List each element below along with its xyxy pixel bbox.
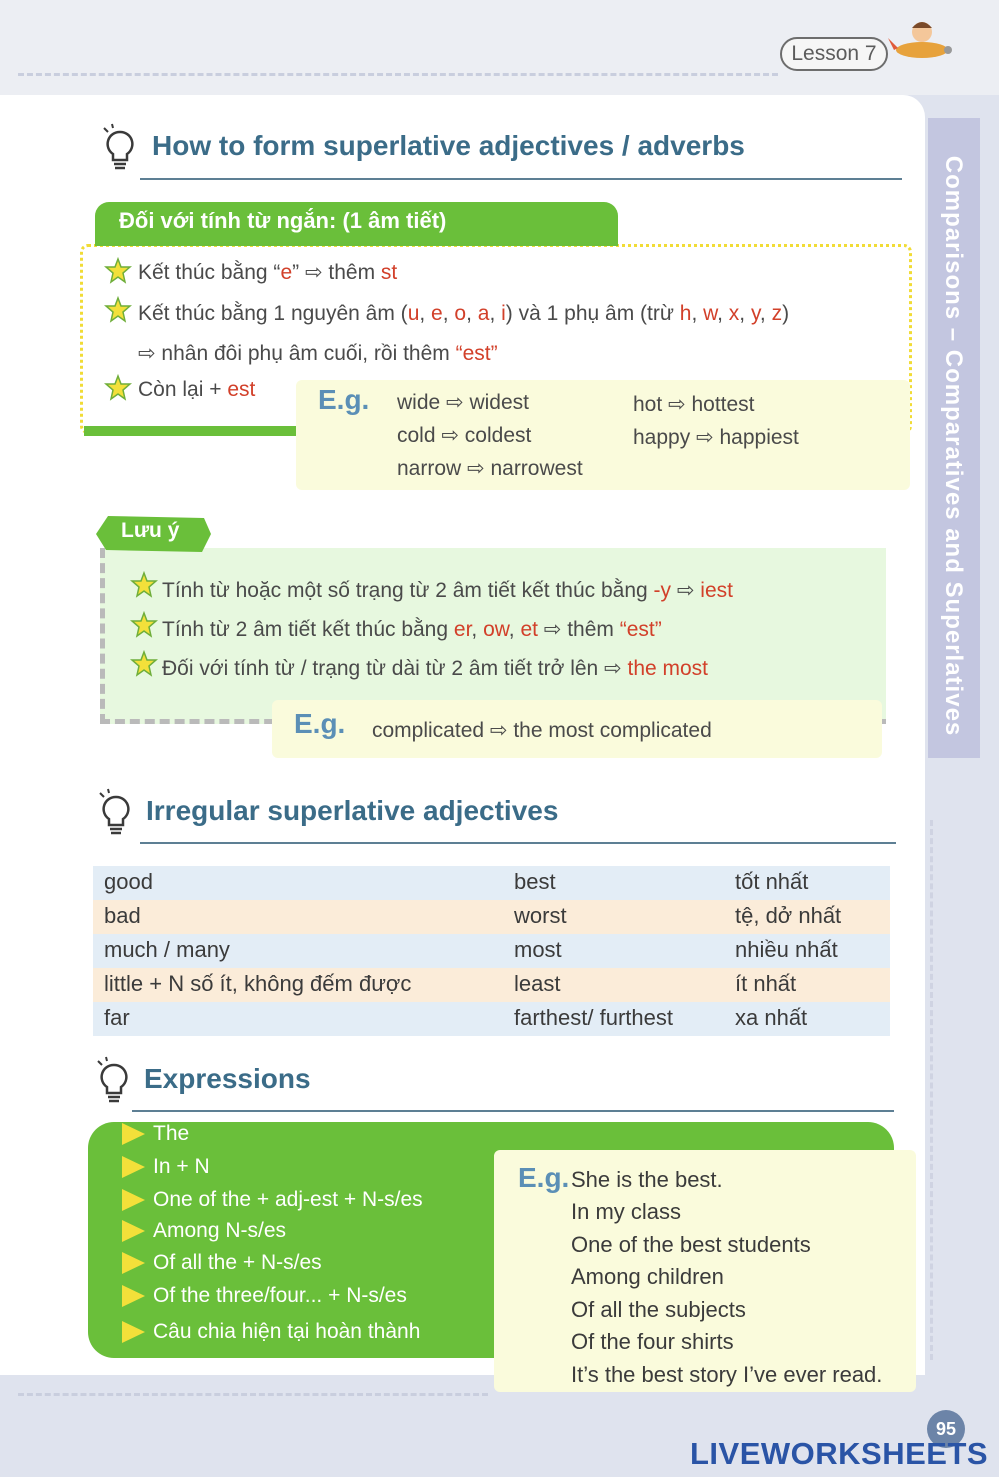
note-example: complicated ⇨ the most complicated bbox=[372, 719, 712, 742]
lightbulb-icon bbox=[96, 787, 136, 839]
page-number: 95 bbox=[927, 1410, 965, 1448]
rule-remaining: Còn lại + est bbox=[138, 378, 256, 401]
star-bullet-icon bbox=[130, 571, 158, 599]
eg-label: E.g. bbox=[518, 1162, 570, 1193]
table-row: much / many most nhiều nhất bbox=[93, 934, 890, 968]
triangle-bullet-icon bbox=[120, 1219, 146, 1243]
expression-example: Among children bbox=[571, 1264, 724, 1289]
table-row: little + N số ít, không đếm được least ít nhất bbox=[93, 968, 890, 1002]
triangle-bullet-icon bbox=[120, 1188, 146, 1212]
example-item: happy ⇨ happiest bbox=[633, 426, 799, 449]
expression-example: Of all the subjects bbox=[571, 1297, 746, 1322]
liveworksheets-logo: LIVEWORKSHEETS bbox=[690, 1436, 989, 1471]
triangle-bullet-icon bbox=[120, 1320, 146, 1344]
section-title-rule bbox=[140, 178, 902, 180]
section-title-superlative: How to form superlative adjectives / adverbs bbox=[152, 130, 745, 161]
expression-example: Of the four shirts bbox=[571, 1329, 734, 1354]
section-title-rule bbox=[140, 842, 896, 844]
expression-item: Câu chia hiện tại hoàn thành bbox=[153, 1320, 421, 1343]
short-adjective-example-box bbox=[296, 380, 910, 490]
eg-label: E.g. bbox=[318, 384, 370, 415]
expression-example: She is the best. bbox=[571, 1167, 723, 1192]
star-bullet-icon bbox=[130, 611, 158, 639]
example-item: cold ⇨ coldest bbox=[397, 424, 532, 447]
eg-label: E.g. bbox=[294, 708, 346, 739]
table-row: bad worst tệ, dở nhất bbox=[93, 900, 890, 934]
example-item: wide ⇨ widest bbox=[397, 391, 529, 414]
lightbulb-icon bbox=[100, 122, 140, 174]
side-ticks bbox=[930, 820, 936, 1360]
side-title: Comparisons – Comparatives and Superlatives bbox=[940, 155, 967, 737]
lightbulb-icon bbox=[94, 1055, 134, 1107]
star-bullet-icon bbox=[104, 374, 132, 402]
expression-item: Among N-s/es bbox=[153, 1219, 287, 1242]
section-title-rule bbox=[132, 1110, 894, 1112]
footer-dash-line bbox=[18, 1393, 488, 1396]
expression-example: It’s the best story I’ve ever read. bbox=[571, 1362, 883, 1387]
kid-airplane-icon bbox=[888, 12, 954, 70]
example-item: narrow ⇨ narrowest bbox=[397, 457, 583, 480]
expression-item: Of the three/four... + N-s/es bbox=[153, 1284, 407, 1307]
star-bullet-icon bbox=[130, 650, 158, 678]
example-item: hot ⇨ hottest bbox=[633, 393, 755, 416]
rule-box-accent bbox=[84, 426, 314, 436]
note-tag-label: Lưu ý bbox=[121, 519, 180, 542]
triangle-bullet-icon bbox=[120, 1122, 146, 1146]
note-rule-er-ow-et: Tính từ 2 âm tiết kết thúc bằng er, ow, et ⇨ thêm “est” bbox=[162, 618, 662, 641]
header-dash-line bbox=[18, 73, 778, 76]
section-title-irregular: Irregular superlative adjectives bbox=[146, 795, 559, 826]
section-title-expressions: Expressions bbox=[144, 1063, 311, 1094]
short-adjective-tab: Đối với tính từ ngắn: (1 âm tiết) bbox=[95, 202, 618, 246]
star-bullet-icon bbox=[104, 257, 132, 285]
expression-example: One of the best students bbox=[571, 1232, 811, 1257]
rule-ending-e: Kết thúc bằng “e” ⇨ thêm st bbox=[138, 261, 398, 284]
rule-double-consonant: ⇨ nhân đôi phụ âm cuối, rồi thêm “est” bbox=[138, 342, 498, 365]
expression-item: The bbox=[153, 1122, 190, 1145]
table-row: good best tốt nhất bbox=[93, 866, 890, 900]
note-rule-long-adjective: Đối với tính từ / trạng từ dài từ 2 âm tiết trở lên ⇨ the most bbox=[162, 657, 709, 680]
expression-item: Of all the + N-s/es bbox=[153, 1251, 322, 1274]
expression-example: In my class bbox=[571, 1199, 682, 1224]
star-bullet-icon bbox=[104, 296, 132, 324]
rule-vowel-consonant: Kết thúc bằng 1 nguyên âm (u, e, o, a, i) và 1 phụ âm (trừ h, w, x, y, z) bbox=[138, 302, 790, 325]
lesson-badge: Lesson 7 bbox=[780, 37, 888, 71]
triangle-bullet-icon bbox=[120, 1251, 146, 1275]
expression-item: In + N bbox=[153, 1155, 210, 1178]
expression-item: One of the + adj-est + N-s/es bbox=[153, 1188, 423, 1211]
triangle-bullet-icon bbox=[120, 1284, 146, 1308]
triangle-bullet-icon bbox=[120, 1155, 146, 1179]
table-row: far farthest/ furthest xa nhất bbox=[93, 1002, 890, 1036]
note-rule-y-ending: Tính từ hoặc một số trạng từ 2 âm tiết kết thúc bằng -y ⇨ iest bbox=[162, 579, 733, 602]
